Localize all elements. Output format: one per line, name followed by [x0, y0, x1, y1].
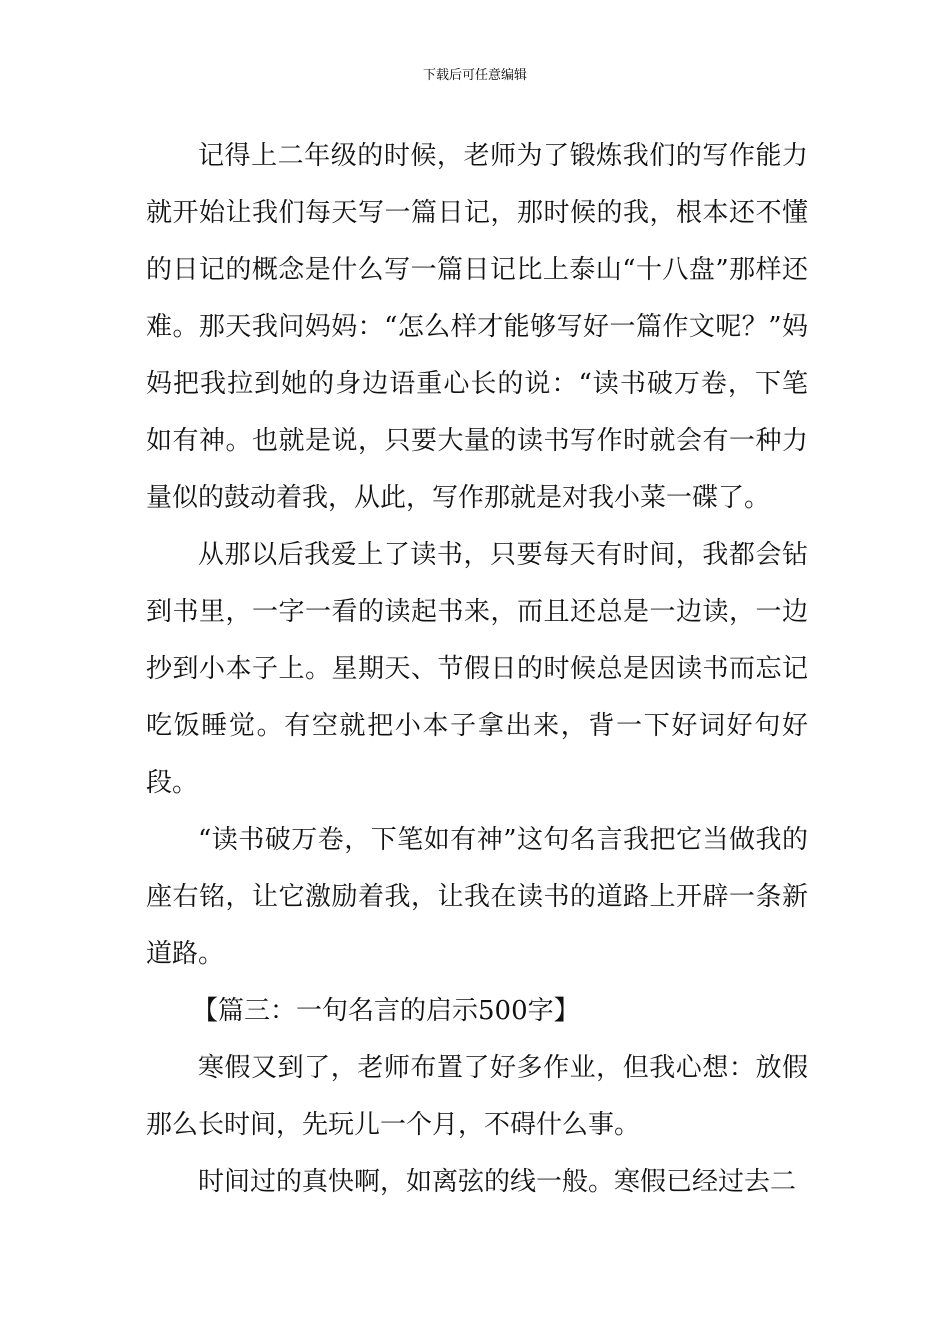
paragraph-3: “读书破万卷，下笔如有神”这句名言我把它当做我的座右铭，让它激励着我，让我在读书的道路上开辟一条新道路。 [146, 825, 808, 969]
page-header: 下载后可任意编辑 [422, 68, 527, 83]
document-body [146, 128, 808, 1211]
section-heading: 【篇三：一句名言的启示500字】 [192, 996, 580, 1026]
paragraph-5: 时间过的真快啊，如离弦的线一般。寒假已经过去二 [198, 1167, 797, 1197]
paragraph-1: 记得上二年级的时候，老师为了锻炼我们的写作能力就开始让我们每天写一篇日记，那时候的我，根本还不懂的日记的概念是什么写一篇日记比上泰山“十八盘”那样还难。那天我问妈妈：“怎么样才能够写好一篇作文呢？”妈妈把我拉到她的身边语重心长的说：“读书破万卷，下笔如有神。也就是说，只要大量的读书写作时就会有一种力量似的鼓动着我，从此，写作那就是对我小菜一碟了。 [146, 141, 808, 513]
paragraph-4: 寒假又到了，老师布置了好多作业，但我心想：放假那么长时间，先玩儿一个月，不碍什么事。 [146, 1053, 808, 1140]
paragraph-2: 从那以后我爱上了读书，只要每天有时间，我都会钻到书里，一字一看的读起书来，而且还总是一边读，一边抄到小本子上。星期天、节假日的时候总是因读书而忘记吃饭睡觉。有空就把小本子拿出来，背一下好词好句好段。 [146, 540, 808, 798]
